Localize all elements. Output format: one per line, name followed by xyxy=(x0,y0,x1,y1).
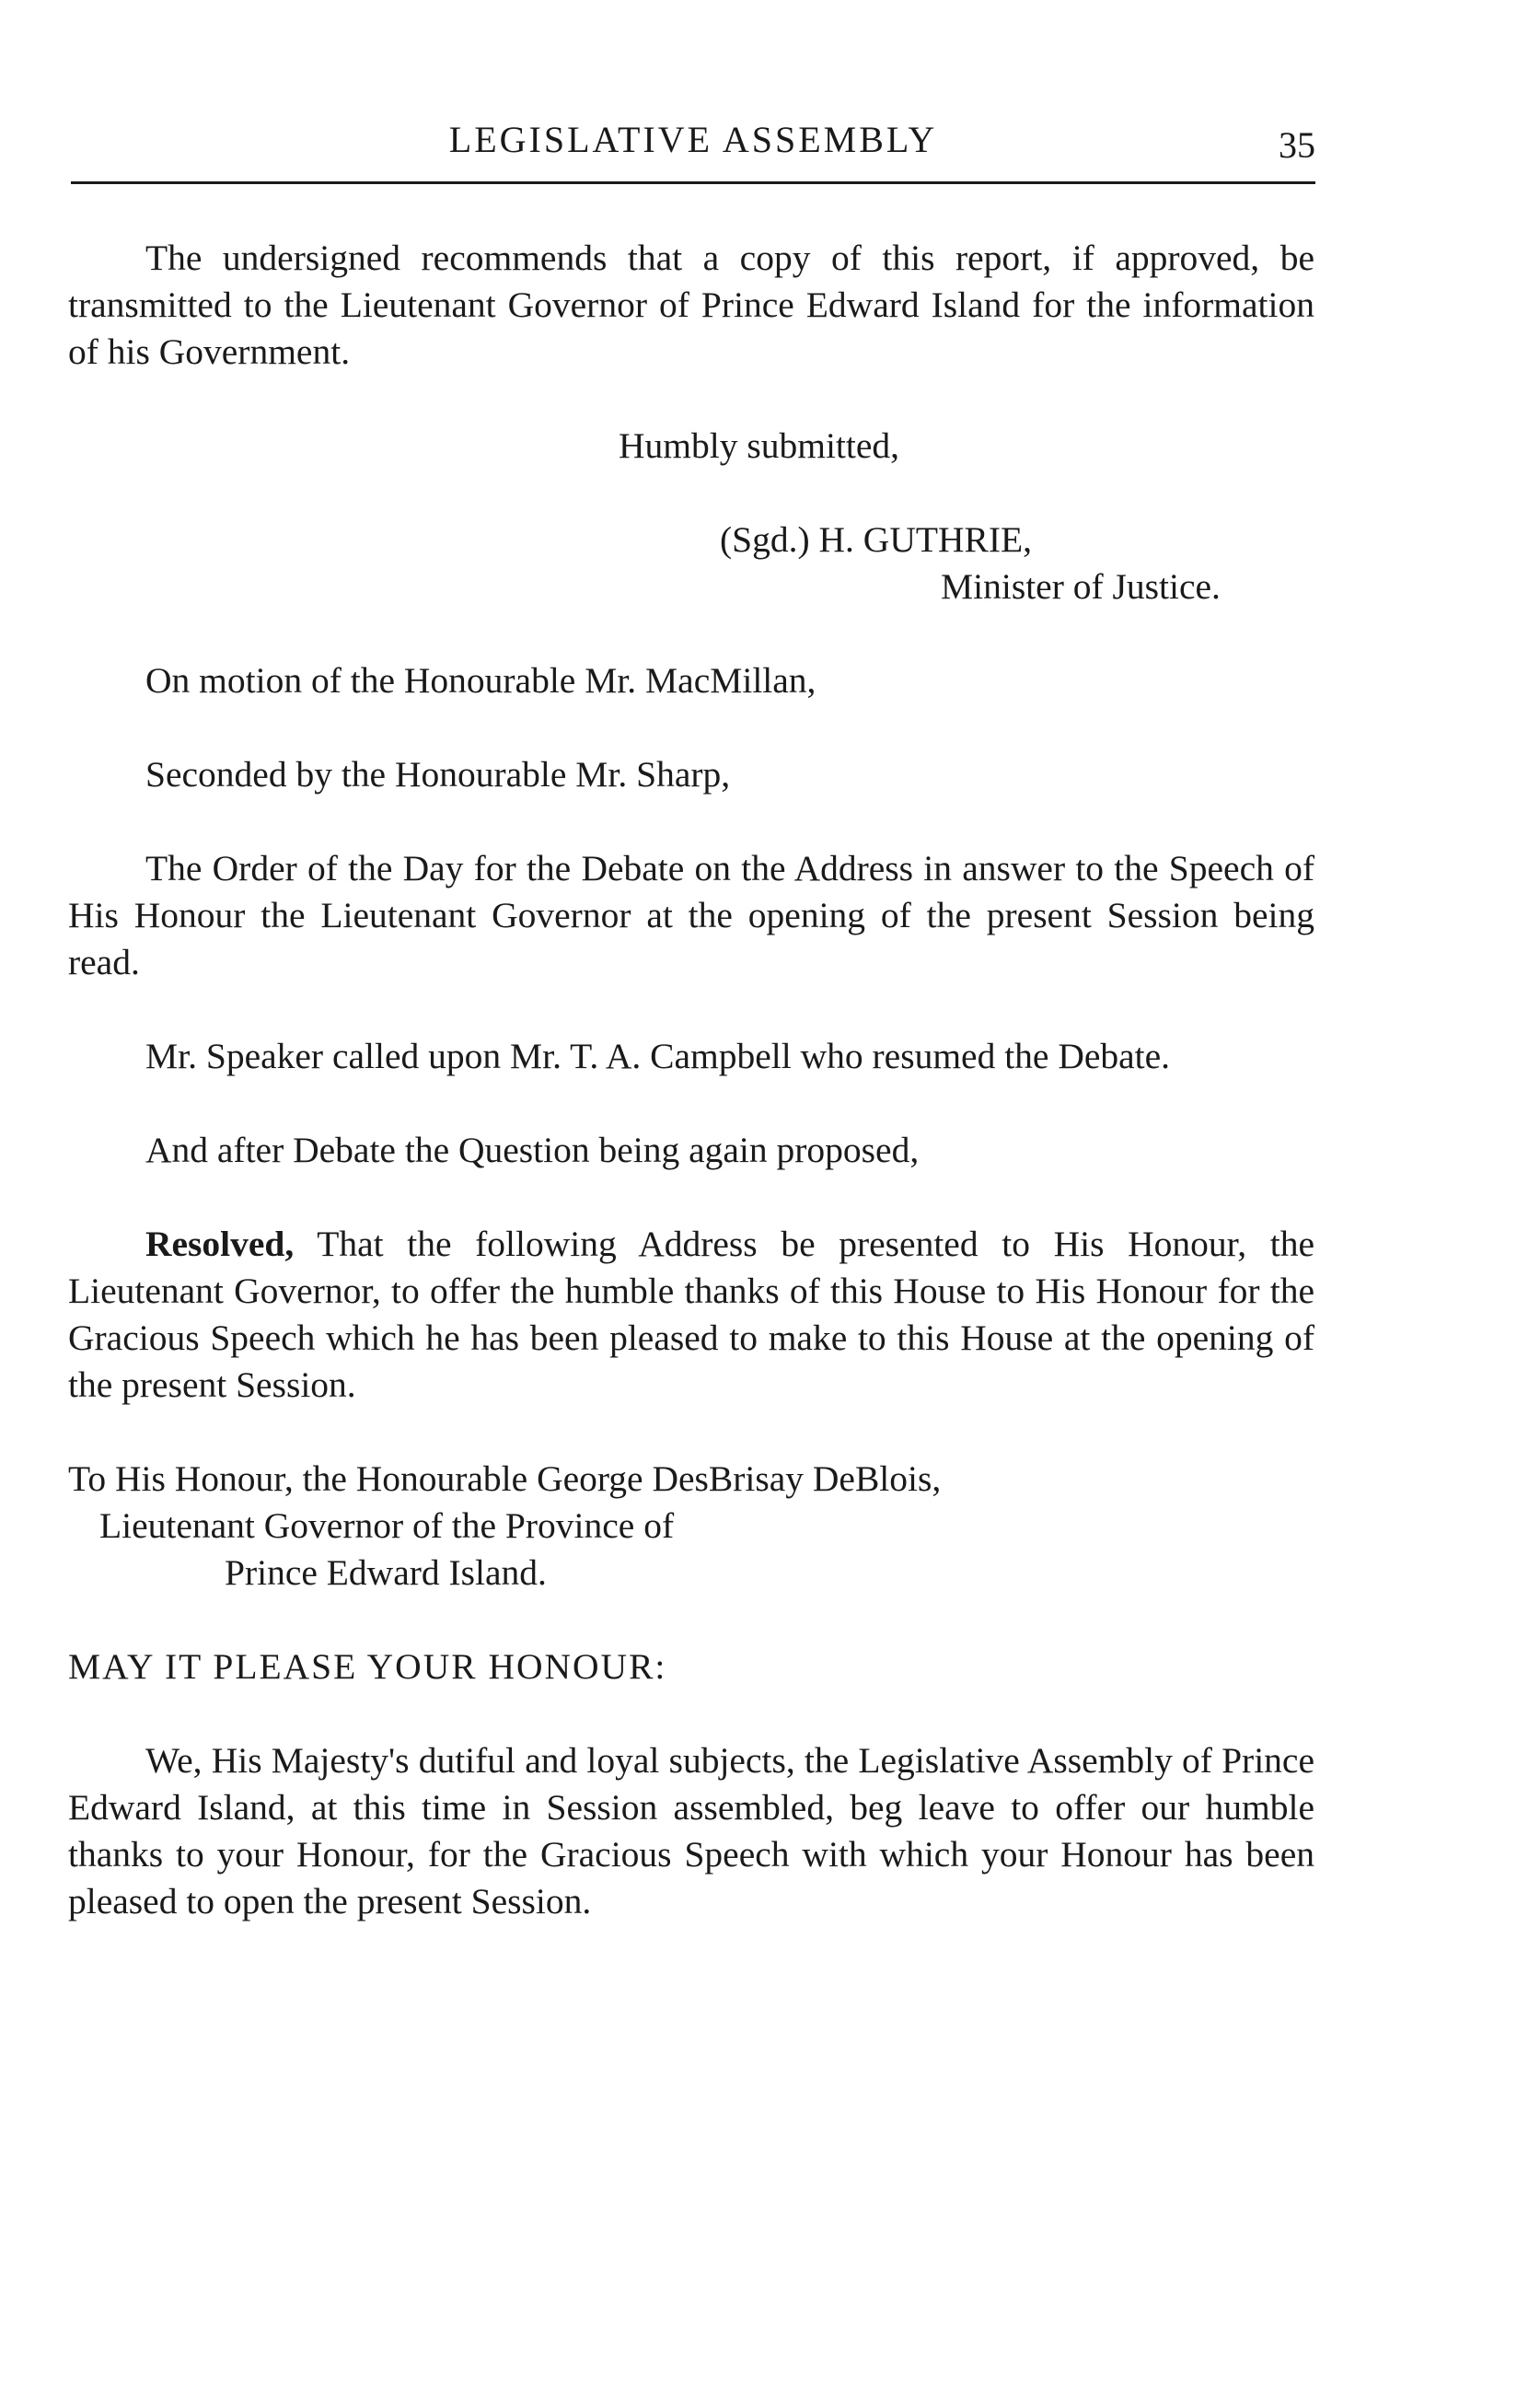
signature-line: (Sgd.) H. GUTHRIE, xyxy=(720,519,1033,560)
seconded-line: Seconded by the Honourable Mr. Sharp, xyxy=(145,754,731,795)
resolved-text: That the following Address be presented to His Honour, the Lieutenant Governor, to offer the humble thanks of this House to His Honour for the Gracious Speech which he has been pleased to make to this House at the opening of the present Session. xyxy=(68,1224,1314,1405)
order-of-day-paragraph: The Order of the Day for the Debate on the Address in answer to the Speech of His Honour the Lieutenant Governor at the opening of the present Session being read. xyxy=(68,848,1314,982)
speaker-paragraph: Mr. Speaker called upon Mr. T. A. Campbell who resumed the Debate. xyxy=(145,1036,1171,1076)
salutation-heading: MAY IT PLEASE YOUR HONOUR: xyxy=(68,1646,667,1687)
address-line-2: Lieutenant Governor of the Province of xyxy=(99,1505,675,1546)
address-block xyxy=(68,1456,1314,1596)
closing-line: Humbly submitted, xyxy=(619,425,900,466)
address-body-paragraph: We, His Majesty's dutiful and loyal subjects, the Legislative Assembly of Prince Edward Island, at this time in Session assembled, beg leave to offer our humble thanks to your Honour, for the Gracious Speech with which your Honour has been pleased to open the present Session. xyxy=(68,1740,1314,1921)
resolved-paragraph xyxy=(68,1221,1314,1409)
running-header xyxy=(71,118,1315,164)
resolved-lead: Resolved, xyxy=(145,1224,295,1264)
motion-line: On motion of the Honourable Mr. MacMillan, xyxy=(145,660,816,701)
report-recommendation-paragraph: The undersigned recommends that a copy of this report, if approved, be transmitted to the Lieutenant Governor of Prince Edward Island for the information of his Government. xyxy=(68,238,1314,372)
address-line-3: Prince Edward Island. xyxy=(225,1552,547,1593)
signature-title: Minister of Justice. xyxy=(941,566,1221,607)
question-line: And after Debate the Question being again proposed, xyxy=(145,1130,920,1170)
page-number: 35 xyxy=(1279,124,1315,166)
header-rule xyxy=(71,181,1315,184)
body-text xyxy=(68,235,1314,1925)
running-title: LEGISLATIVE ASSEMBLY xyxy=(448,119,938,160)
address-line-1: To His Honour, the Honourable George DesBrisay DeBlois, xyxy=(68,1458,942,1499)
